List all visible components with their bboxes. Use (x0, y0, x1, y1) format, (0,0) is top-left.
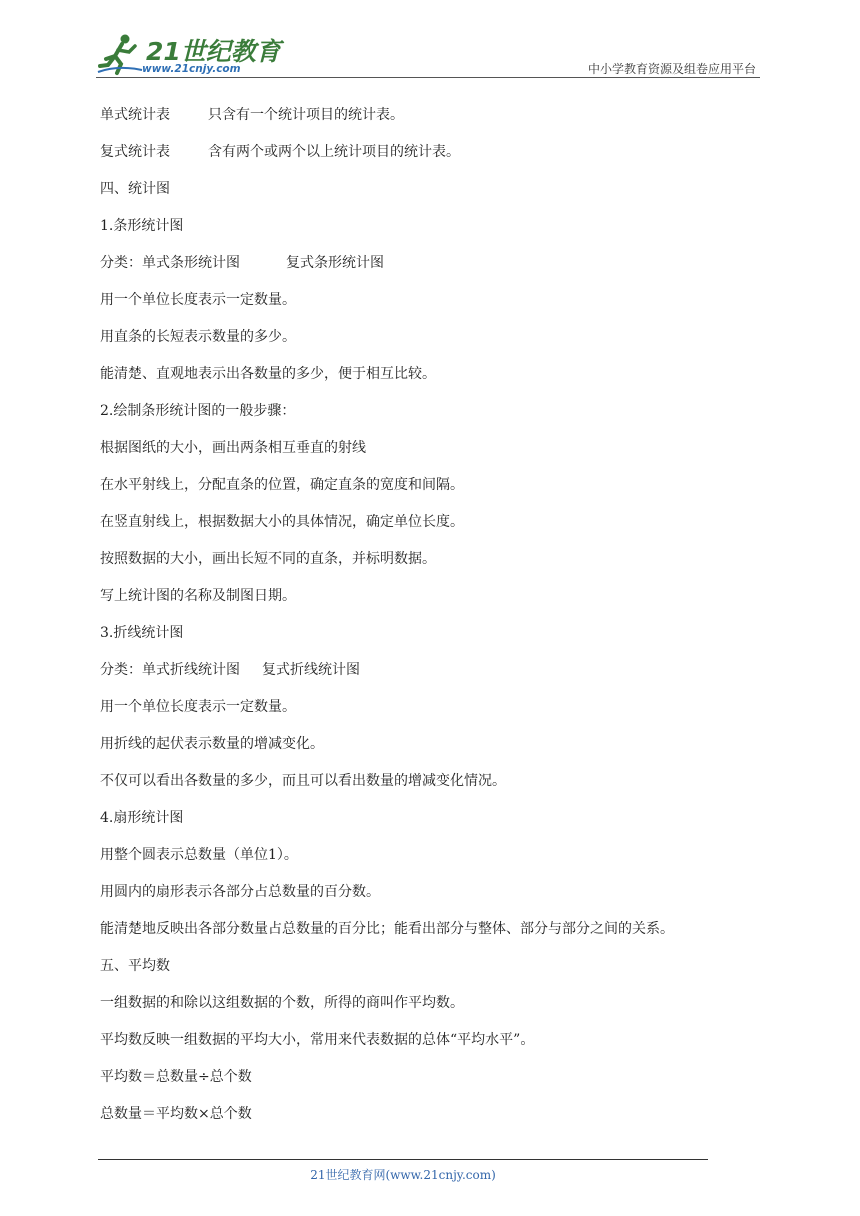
text-line: 用一个单位长度表示一定数量。 (100, 699, 296, 715)
text-line (100, 141, 780, 178)
text-line (100, 104, 780, 141)
text-line: 用折线的起伏表示数量的增减变化。 (100, 736, 324, 752)
text-line: 能清楚地反映出各部分数量占总数量的百分比；能看出部分与整体、部分与部分之间的关系。 (100, 921, 674, 937)
text-line: 用一个单位长度表示一定数量。 (100, 292, 296, 308)
text-line (100, 659, 780, 696)
logo-text: 21世纪教育 (146, 37, 281, 66)
text-line: 用整个圆表示总数量（单位1）。 (100, 847, 298, 863)
subsection-heading: 3.折线统计图 (100, 625, 184, 641)
category-item: 复式条形统计图 (286, 255, 384, 271)
footer-link[interactable]: 21世纪教育网(www.21cnjy.com) (310, 1168, 496, 1182)
category-label: 分类：单式折线统计图 (100, 662, 240, 678)
document-body (100, 104, 780, 1140)
text-line: 写上统计图的名称及制图日期。 (100, 588, 296, 604)
term-definition: 只含有一个统计项目的统计表。 (208, 107, 404, 123)
category-item: 复式折线统计图 (262, 662, 360, 678)
subsection-heading: 2.绘制条形统计图的一般步骤： (100, 403, 296, 419)
text-line: 一组数据的和除以这组数据的个数，所得的商叫作平均数。 (100, 995, 464, 1011)
text-line: 根据图纸的大小，画出两条相互垂直的射线 (100, 440, 366, 456)
text-line: 能清楚、直观地表示出各数量的多少，便于相互比较。 (100, 366, 436, 382)
page-header (0, 0, 860, 90)
text-line: 在水平射线上，分配直条的位置，确定直条的宽度和间隔。 (100, 477, 464, 493)
text-line (100, 252, 780, 289)
section-heading: 五、平均数 (100, 958, 170, 974)
text-line: 不仅可以看出各数量的多少，而且可以看出数量的增减变化情况。 (100, 773, 506, 789)
category-label: 分类：单式条形统计图 (100, 255, 240, 271)
runner-icon (96, 32, 144, 76)
text-line: 用直条的长短表示数量的多少。 (100, 329, 296, 345)
logo-url: www.21cnjy.com (142, 63, 241, 75)
subsection-heading: 4.扇形统计图 (100, 810, 184, 826)
text-line: 用圆内的扇形表示各部分占总数量的百分数。 (100, 884, 380, 900)
term-label: 复式统计表 (100, 144, 170, 160)
term-label: 单式统计表 (100, 107, 170, 123)
header-divider (96, 77, 760, 78)
footer-divider (98, 1159, 708, 1160)
formula-line: 平均数＝总数量÷总个数 (100, 1069, 252, 1085)
section-heading: 四、统计图 (100, 181, 170, 197)
header-tagline: 中小学教育资源及组卷应用平台 (587, 62, 756, 76)
site-logo[interactable] (96, 30, 281, 80)
formula-line: 总数量＝平均数×总个数 (100, 1106, 252, 1122)
term-definition: 含有两个或两个以上统计项目的统计表。 (208, 144, 460, 160)
text-line: 按照数据的大小，画出长短不同的直条，并标明数据。 (100, 551, 436, 567)
text-line: 在竖直射线上，根据数据大小的具体情况，确定单位长度。 (100, 514, 464, 530)
text-line: 平均数反映一组数据的平均大小，常用来代表数据的总体“平均水平”。 (100, 1032, 535, 1048)
subsection-heading: 1.条形统计图 (100, 218, 184, 234)
